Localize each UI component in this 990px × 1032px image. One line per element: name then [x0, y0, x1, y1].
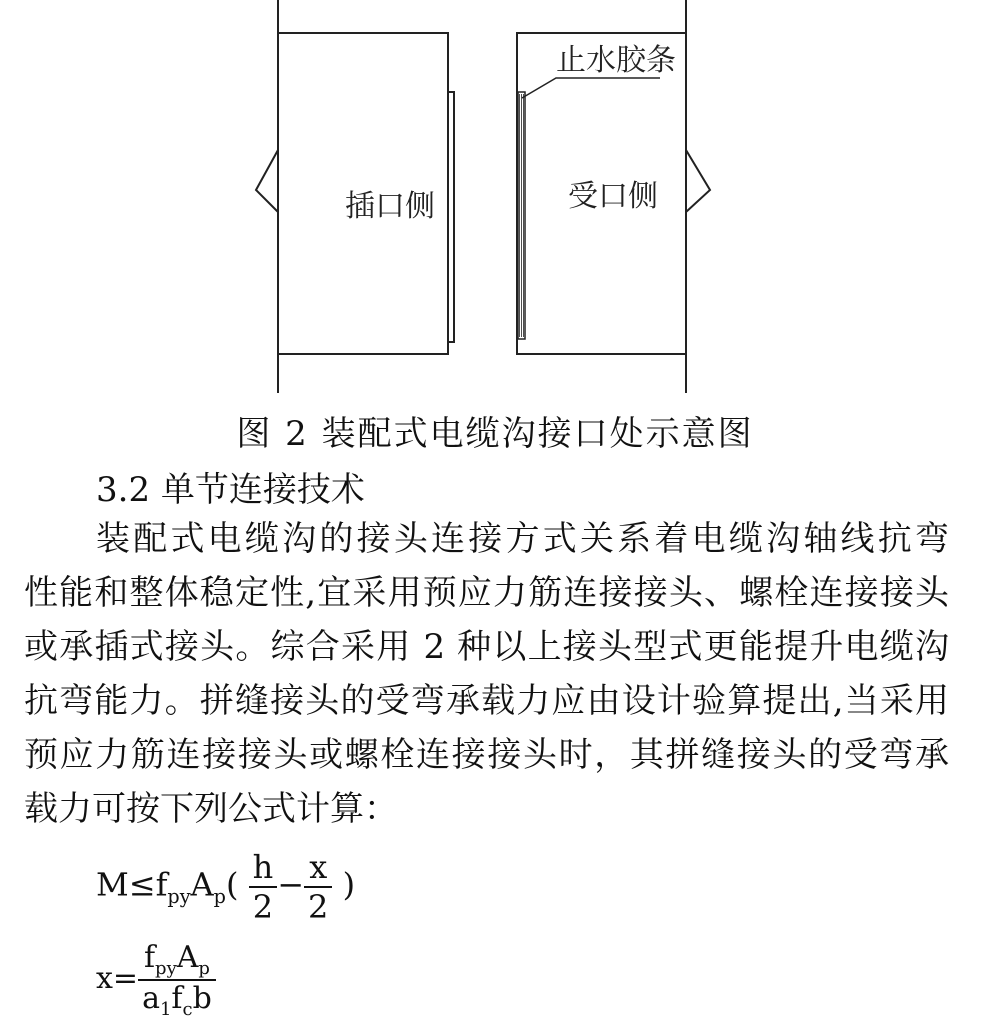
spigot-break-mark	[256, 150, 278, 212]
formula-text: A	[190, 865, 214, 904]
socket-break-mark	[686, 150, 710, 212]
formula-text: M≤f	[96, 865, 168, 904]
formula-text: −	[277, 865, 305, 904]
paragraph-line: 预应力筋连接接头或螺栓连接接头时，其拼缝接头的受弯承	[24, 735, 949, 775]
formula-subscript: p	[213, 884, 226, 908]
paragraph-line: 性能和整体稳定性,宜采用预应力筋连接接头、螺栓连接接头	[24, 573, 949, 613]
formula-text: (	[225, 865, 239, 904]
fraction-denominator: $a_1f_cb$	[142, 981, 212, 1020]
spigot-side-label: 插口侧	[345, 190, 435, 223]
paragraph-line: 载力可按下列公式计算：	[24, 789, 398, 829]
socket-side-label: 受口侧	[568, 180, 658, 213]
fraction-numerator: h	[249, 848, 278, 888]
fraction-denominator: 2	[308, 888, 329, 926]
seal-leader-line	[522, 78, 660, 98]
spigot-tongue	[448, 92, 454, 342]
section-heading: 3.2 单节连接技术	[96, 470, 365, 510]
fraction-numerator: x	[304, 848, 332, 888]
figure-caption: 图 2 装配式电缆沟接口处示意图	[236, 414, 754, 454]
formula-text: x=	[96, 961, 139, 996]
x-formula	[96, 940, 216, 1020]
formula-subscript: py	[167, 884, 191, 908]
fraction-numerator: $f_{py}A_p$	[138, 940, 216, 981]
paragraph-line: 装配式电缆沟的接头连接方式关系着电缆沟轴线抗弯	[96, 519, 949, 559]
paragraph-line: 抗弯能力。拼缝接头的受弯承载力应由设计验算提出,当采用	[24, 681, 949, 721]
formula-text: )	[342, 865, 356, 904]
fraction-x	[138, 940, 216, 1020]
joint-diagram	[0, 0, 990, 400]
paragraph-line: 或承插式接头。综合采用 2 种以上接头型式更能提升电缆沟	[24, 627, 949, 667]
fraction-h-over-2	[249, 848, 278, 926]
fraction-denominator: 2	[252, 888, 274, 926]
seal-label: 止水胶条	[556, 44, 676, 77]
moment-formula	[96, 848, 355, 926]
fraction-x-over-2	[304, 848, 332, 926]
